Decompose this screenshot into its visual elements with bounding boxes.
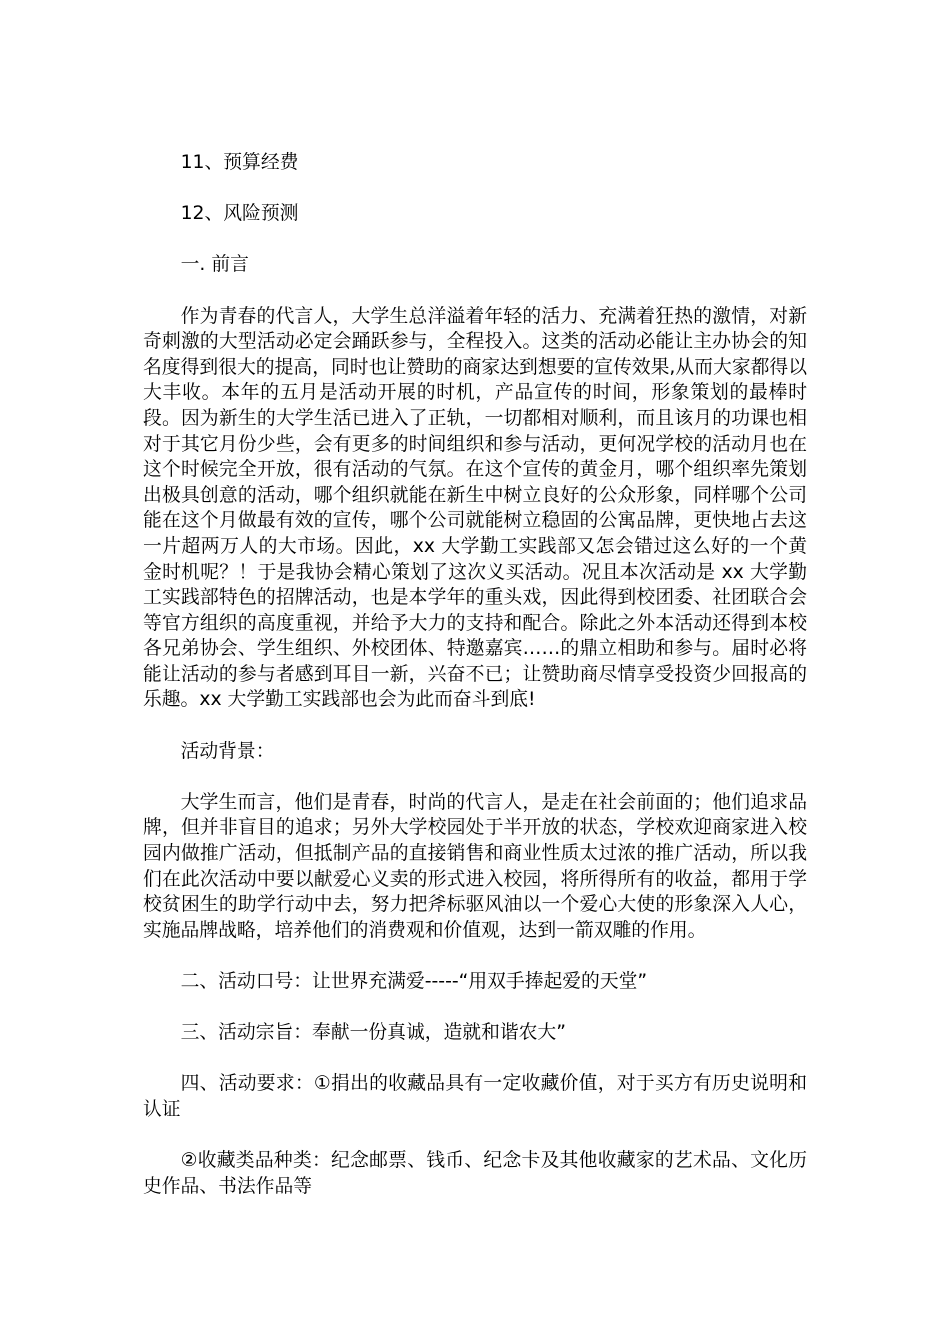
collectibles-paragraph: ②收藏类品种类：纪念邮票、钱币、纪念卡及其他收藏家的艺术品、文化历史作品、书法作品等 — [143, 1150, 807, 1197]
document-body — [143, 150, 807, 1225]
background-paragraph: 大学生而言，他们是青春，时尚的代言人，是走在社会前面的；他们追求品牌，但并非盲目的追求；另外大学校园处于半开放的状态，学校欢迎商家进入校园内做推广活动，但抵制产品的直接销售和商业性质太过浓的推广活动，所以我们在此次活动中要以献爱心义卖的形式进入校园，将所得所有的收益，都用于学校贫困生的助学行动中去，努力把斧标驱风油以一个爱心大使的形象深入人心，实施品牌战略，培养他们的消费观和价值观，达到一箭双雕的作用。 — [143, 791, 807, 941]
preface-paragraph: 作为青春的代言人，大学生总洋溢着年轻的活力、充满着狂热的激情，对新奇刺激的大型活动必定会踊跃参与，全程投入。这类的活动必能让主办协会的知名度得到很大的提高，同时也让赞助的商家达到想要的宣传效果,从而大家都得以大丰收。本年的五月是活动开展的时机，产品宣传的时间，形象策划的最棒时段。因为新生的大学生活已进入了正轨，一切都相对顺利，而且该月的功课也相对于其它月份少些，会有更多的时间组织和参与活动，更何况学校的活动月也在这个时候完全开放，很有活动的气氛。在这个宣传的黄金月，哪个组织率先策划出极具创意的活动，哪个组织就能在新生中树立良好的公众形象，同样哪个公司能在这个月做最有效的宣传，哪个公司就能树立稳固的公寓品牌，更快地占去这一片超两万人的大市场。因此，xx 大学勤工实践部又怎会错过这么好的一个黄金时机呢？！于是我协会精心策划了这次义买活动。况且本次活动是 xx 大学勤工实践部特色的招牌活动，也是本学年的重头戏，因此得到校团委、社团联合会等官方组织的高度重视，并给予大力的支持和配合。除此之外本活动还得到本校各兄弟协会、学生组织、外校团体、特邀嘉宾……的鼎立相助和参与。届时必将能让活动的参与者感到耳目一新，兴奋不已；让赞助商尽情享受投资少回报高的乐趣。xx 大学勤工实践部也会为此而奋斗到底! — [143, 305, 807, 711]
section-heading-risk: 12、风险预测 — [180, 203, 299, 225]
section-heading-purpose: 三、活动宗旨：奉献一份真诚，造就和谐农大” — [180, 1022, 566, 1044]
section-heading-preface: 一. 前言 — [180, 254, 249, 276]
requirements-paragraph: 四、活动要求：①捐出的收藏品具有一定收藏价值，对于买方有历史说明和认证 — [143, 1073, 807, 1120]
section-heading-background: 活动背景： — [180, 740, 275, 762]
section-heading-slogan: 二、活动口号：让世界充满爱-----“用双手捧起爱的天堂” — [180, 971, 648, 992]
section-heading-budget: 11、预算经费 — [180, 152, 299, 173]
